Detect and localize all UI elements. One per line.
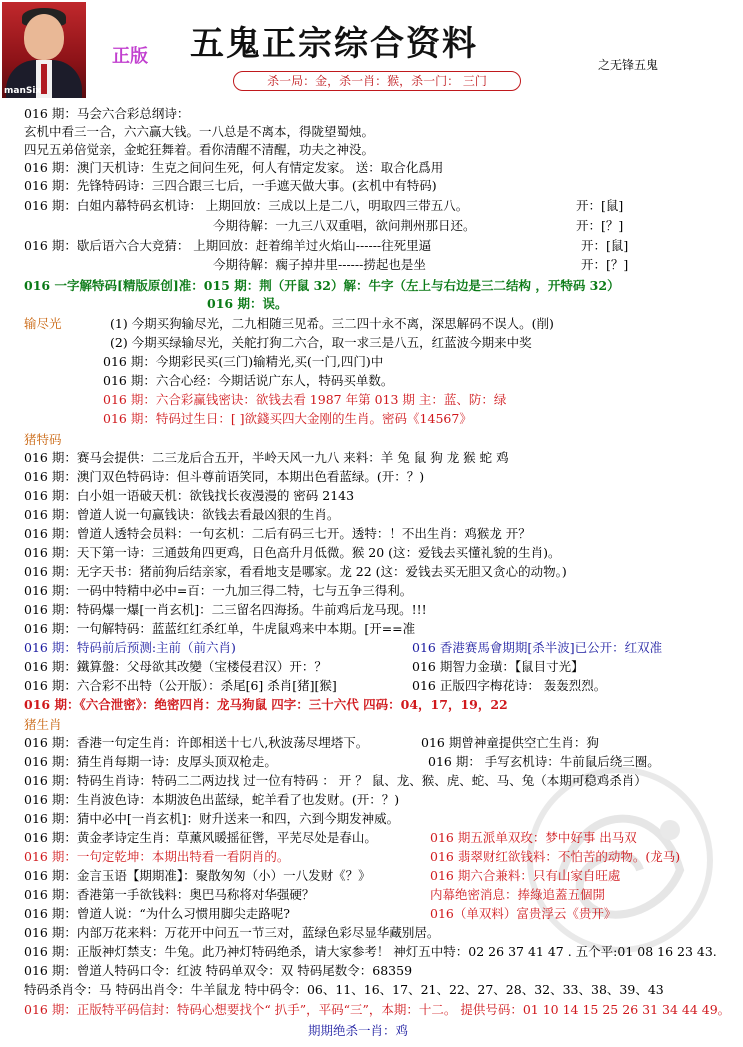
content-line: 016 期：特码生肖诗：特码二二两边找 过一位有特码 ： 开 ？ 鼠、龙、猴、虎、蛇、马、兔（本期可稳鸡杀肖） (24, 773, 647, 788)
content-line: 016 期：金言玉语【期期准】：聚散匆匆（小）一八发财《？》 (24, 868, 371, 883)
content-line: 016 期：曾道人特码口令：红波 特码单双令：双 特码尾数令：68359 (24, 963, 413, 978)
content-line: (1) 今期买狗输尽光，二九相随三见希。三二四十永不离，深思解码不误人。(削) (110, 316, 554, 331)
content-line: 016 期：马会六合彩总纲诗： (24, 106, 190, 121)
kill-banner: 杀一局：金，杀一肖：猴，杀一门： 三门 (233, 71, 521, 91)
content-line: 016 期：曾道人说一句赢钱诀：欲钱去看最凶狠的生肖。 (24, 507, 340, 522)
content-line: 016 期：黄金孝诗定生肖：草薰风暖摇征辔，平芜尽处是春山。 (24, 830, 377, 845)
content-line: 016 期：先锋特码诗：三四合跟三七后，一手遮天做大事。(玄机中有特码) (24, 178, 437, 193)
page-subtitle: 之无锋五鬼 (598, 58, 659, 72)
content-line: 016 期：澳门天机诗：生克之间问生死，何人有情定发家。 送：取合化爲用 (24, 160, 444, 175)
content-line: 输尽光 (24, 316, 62, 331)
content-line: 016 期：一句定乾坤：本期出特看一看阴肖的。 (24, 849, 290, 864)
avatar (2, 2, 86, 98)
content-line: 内幕绝密消息：捧綠追蓋五個開 (430, 887, 606, 902)
content-line: 016 期：特码爆一爆[一肖玄机]：二三留名四海扬。牛前鸡后龙马现。!!! (24, 602, 427, 617)
content-line: 猪生肖 (24, 717, 62, 732)
content-line: 016 翡翠财红欲钱料：不怕苦的动物。(龙马) (430, 849, 681, 864)
content-line: 016 期：六合彩赢钱密诀：欲钱去看 1987 年第 013 期 主：蓝、防：绿 (103, 392, 507, 407)
content-line: 016 期：猜中必中[一肖玄机]：财升送来一和四，六到今期发神威。 (24, 811, 400, 826)
content-line: 016 期：误。 (207, 296, 288, 311)
content-line: 016 一字解特码[精版原创]准：015 期：荆（开鼠 32）解：牛字（左上与右边是三二结构 ，开特码 32） (24, 278, 620, 293)
content-line: 016 期五派单双玫：梦中好事 出马双 (430, 830, 637, 845)
content-line: 016 期：无字天书：猪前狗后结亲家，看看地支是哪家。龙 22 (这：爱钱去买无胆又贪心的动物。) (24, 564, 567, 579)
content-line: 016 期：一码中特精中必中=百：一九加三得二特，七与五争三得利。 (24, 583, 413, 598)
content-line: 016 期曾神童提供空亡生肖：狗 (421, 735, 599, 750)
content-line: 016 期：白小姐一语破天机：欲钱找长夜漫漫的 密码 2143 (24, 488, 355, 503)
content-line: 016 期智力金璜：【鼠目寸光】 (412, 659, 584, 674)
content-line: 016 期：香港一句定生肖：许郎相送十七八,秋波荡尽埋塔下。 (24, 735, 369, 750)
content-line: 016 期：《六合泄密》：绝密四肖：龙马狗鼠 四字：三十六代 四码：04，17，19，22 (24, 697, 508, 712)
content-line: 特码杀肖令：马 特码出肖令：牛羊鼠龙 特中码令：06、11、16、17、21、22、27、28、32、33、38、39、43 (24, 982, 664, 997)
content-line: 今期待解：瘸子掉井里------捞起也是坐 (213, 257, 426, 272)
content-line: 016 期：特码前后预测:主前（前六肖) (24, 640, 236, 655)
content-line: 玄机中看三一合，六六赢大钱。一八总是不离本，得陇望蜀烛。 (24, 124, 375, 139)
content-line: 016 期：特码过生日：[ ]欲錢买四大金刚的生肖。密码《14567》 (103, 411, 472, 426)
content-line: 016 期：澳门双色特码诗：但斗尊前语笑同，本期出色看蓝绿。(开：？) (24, 469, 425, 484)
content-line: 开：[鼠] (576, 198, 624, 213)
content-line: 016 期：正版神灯禁支：牛兔。此乃神灯特码绝杀，请大家参考！ 神灯五中特：02 26 37 41 47 . 五个平:01 08 16 23 43. (24, 944, 717, 959)
content-line: 016 期：今期彩民买(三门)输精光,买(一门,四门)中 (103, 354, 384, 369)
content-line: 猪特码 (24, 432, 62, 447)
content-line: 016 期：白姐内幕特码玄机诗： 上期回放：三成以上是二八，明取四三带五八。 (24, 198, 469, 213)
content-line: 016 正版四字梅花诗： 轰轰烈烈。 (412, 678, 607, 693)
content-line: 开：[？] (576, 218, 624, 233)
content-line: 016 期：一句解特码：蓝蓝红红杀红单，牛虎鼠鸡来中本期。[开==准 (24, 621, 416, 636)
content-line: 016 期：六合彩不出特（公开版）：杀尾[6] 杀肖[猪][猴] (24, 678, 337, 693)
content-line: 016 香港赛馬會期期[杀半波]已公开：红双准 (412, 640, 663, 655)
content-line: 期期绝杀一肖：鸡 (308, 1023, 409, 1038)
content-line: 016 期：正版特平码信封：特码心想要找个“ 扒手”，平码“三”，本期：十二。 提供号码：01 10 14 15 25 26 31 34 44 49。 (24, 1002, 731, 1017)
content-line: 今期待解：一九三八双重唱，欲问荆州那日还。 (213, 218, 476, 233)
content-line: 016 期：六合心经：今期话说广东人，特码买单数。 (103, 373, 394, 388)
content-line: 016 期：猜生肖每期一诗：皮厚头顶双枪走。 (24, 754, 277, 769)
content-line: 016 期：生肖波色诗：本期波色出蓝绿，蛇羊看了也发财。(开：？) (24, 792, 400, 807)
content-line: 016 期：赛马会提供：二三龙后合五开，半岭天风一九八 来料：羊 兔 鼠 狗 龙 猴 蛇 鸡 (24, 450, 509, 465)
avatar-watermark: manSix (4, 86, 42, 96)
content-line: 016 期：香港第一手欲钱料：奥巴马称将对华强硬？ (24, 887, 315, 902)
content-line: 016 期：内部万花来料：万花开中问五一节三对，蓝绿色彩尽显华藏别居。 (24, 925, 440, 940)
content-line: 016 期：歇后语六合大竞猜： 上期回放：赶着绵羊过火焰山------往死里逼 (24, 238, 432, 253)
content-line: 016 期六合兼料：只有山家自旺處 (430, 868, 621, 883)
content-line: 016 期：天下第一诗：三通鼓角四更鸡，日色高升月低微。猴 20 (这：爱钱去买懂礼貌的生肖)。 (24, 545, 561, 560)
content-line: 开：[鼠] (581, 238, 629, 253)
page-title: 五鬼正宗综合资料 (190, 24, 478, 64)
content-line: 016（单双料）富贵浮云《贵开》 (430, 906, 617, 921)
content-line: 016 期： 手写玄机诗：牛前鼠后绕三圈。 (428, 754, 660, 769)
content-line: 四兄五弟倍觉亲，金蛇狂舞着。看你清醒不清醒，功夫之神没。 (24, 142, 375, 157)
content-line: 016 期：曾道人说：“为什么习惯用脚尖走路呢? (24, 906, 290, 921)
content-line: (2) 今期买绿输尽光，关舵打狗二六合，取一求三是八五，红蓝波今期来中奖 (110, 335, 532, 350)
content-line: 016 期：鐵算盤：父母欲其改變（宝楼侵君汉）开：？ (24, 659, 327, 674)
content-line: 开：[？] (581, 257, 629, 272)
zhengban-label: 正版 (112, 46, 148, 67)
content-line: 016 期：曾道人透特会员料：一句玄机：二后有码三七开。透特：！不出生肖：鸡猴龙 开？ (24, 526, 531, 541)
